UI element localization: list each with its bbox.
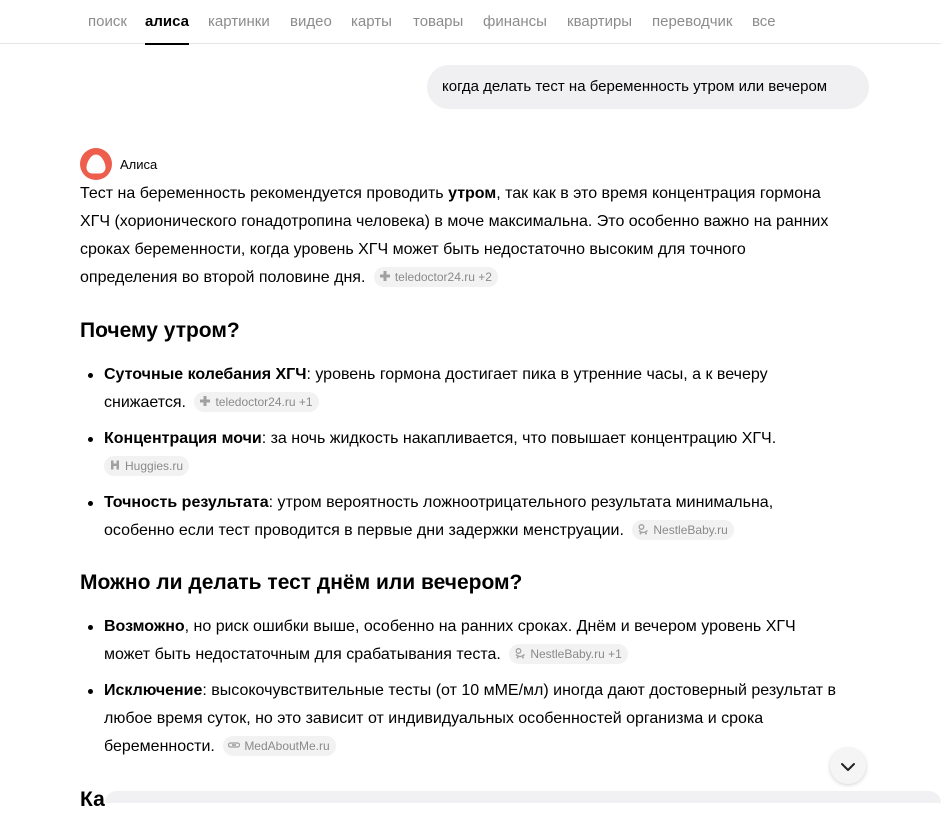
cross-icon <box>379 270 391 282</box>
item-text: , но риск ошибки выше, особенно на ранних сроках. Днём и вечером уровень ХГЧ может быть недостаточным для срабатывания теста. <box>104 618 796 663</box>
source-label: teledoctor24.ru <box>394 270 475 284</box>
tab-images[interactable]: картинки <box>208 13 270 30</box>
huggies-icon <box>109 459 121 471</box>
item-bold: Суточные колебания ХГЧ <box>104 366 307 383</box>
scroll-down-button[interactable] <box>830 748 866 784</box>
item-text: : за ночь жидкость накапливается, что повышает концентрацию ХГЧ. <box>261 430 777 447</box>
bandage-icon <box>228 739 240 751</box>
chevron-down-icon <box>839 758 857 776</box>
item-bold: Концентрация мочи <box>104 430 262 447</box>
section1-list <box>80 361 840 545</box>
tab-realty[interactable]: квартиры <box>567 13 633 30</box>
item-bold: Исключение <box>104 682 203 699</box>
item-bold: Возможно <box>104 618 185 635</box>
tab-all[interactable]: все <box>752 13 776 30</box>
source-chip[interactable] <box>509 644 628 664</box>
source-label: NestleBaby.ru <box>653 523 728 537</box>
tab-search[interactable]: поиск <box>88 13 127 30</box>
item-bold: Точность результата <box>104 494 269 511</box>
user-message-bubble: когда делать тест на беременность утром или вечером <box>427 65 869 109</box>
stroller-icon <box>637 523 649 535</box>
source-extra: +1 <box>298 395 313 409</box>
source-chip[interactable] <box>632 520 733 540</box>
intro-bold: утром <box>448 185 497 202</box>
list-item <box>80 613 840 669</box>
stroller-icon <box>514 647 526 659</box>
list-item <box>80 361 840 417</box>
chat-input-bar[interactable] <box>105 791 941 803</box>
list-item <box>80 425 840 481</box>
list-item <box>80 489 840 545</box>
tab-maps[interactable]: карты <box>351 13 392 30</box>
list-item <box>80 677 840 761</box>
source-label: teledoctor24.ru <box>215 395 296 409</box>
assistant-name: Алиса <box>120 157 158 172</box>
source-chip[interactable] <box>104 456 189 476</box>
tab-finance[interactable]: финансы <box>483 13 547 30</box>
item-text: : утром вероятность ложноотрицательного результата минимальна, особенно если тест проводится в первые дни задержки менструации. <box>104 494 774 539</box>
next-section-heading: Ка <box>80 788 105 811</box>
section2-list <box>80 613 840 761</box>
source-label: NestleBaby.ru <box>530 647 605 661</box>
search-tabs <box>0 0 941 44</box>
section-heading-day-evening: Можно ли делать тест днём или вечером? <box>80 571 523 594</box>
alice-logo-icon <box>80 148 112 180</box>
source-chip[interactable] <box>194 392 318 412</box>
intro-text-start: Тест на беременность рекомендуется проводить <box>80 185 449 202</box>
source-label: MedAboutMe.ru <box>244 739 330 753</box>
source-extra: +2 <box>478 270 492 284</box>
tab-alice[interactable]: алиса <box>145 13 189 30</box>
tab-products[interactable]: товары <box>413 13 464 30</box>
section-heading-why-morning: Почему утром? <box>80 319 240 342</box>
item-text: : высокочувствительные тесты (от 10 мМЕ/мл) иногда дают достоверный результат в любое время суток, но это зависит от индивидуальных особенностей организма и срока беременности. <box>104 682 837 755</box>
item-text: : уровень гормона достигает пика в утренние часы, а к вечеру снижается. <box>104 366 768 411</box>
tab-translator[interactable]: переводчик <box>652 13 733 30</box>
intro-text-end: , так как в это время концентрация гормона ХГЧ (хорионического гонадотропина человека) в моче максимальна. Это особенно важно на ранних сроках беременности, когда уровень ХГЧ может быть недостаточно высоким для точного определения во второй половине дня. <box>80 185 829 286</box>
source-label: Huggies.ru <box>125 459 184 473</box>
tab-video[interactable]: видео <box>290 13 332 30</box>
cross-icon <box>199 395 211 407</box>
source-chip[interactable] <box>223 736 335 756</box>
source-extra: +1 <box>608 647 622 661</box>
answer-intro <box>80 180 840 292</box>
source-chip[interactable] <box>374 267 498 287</box>
